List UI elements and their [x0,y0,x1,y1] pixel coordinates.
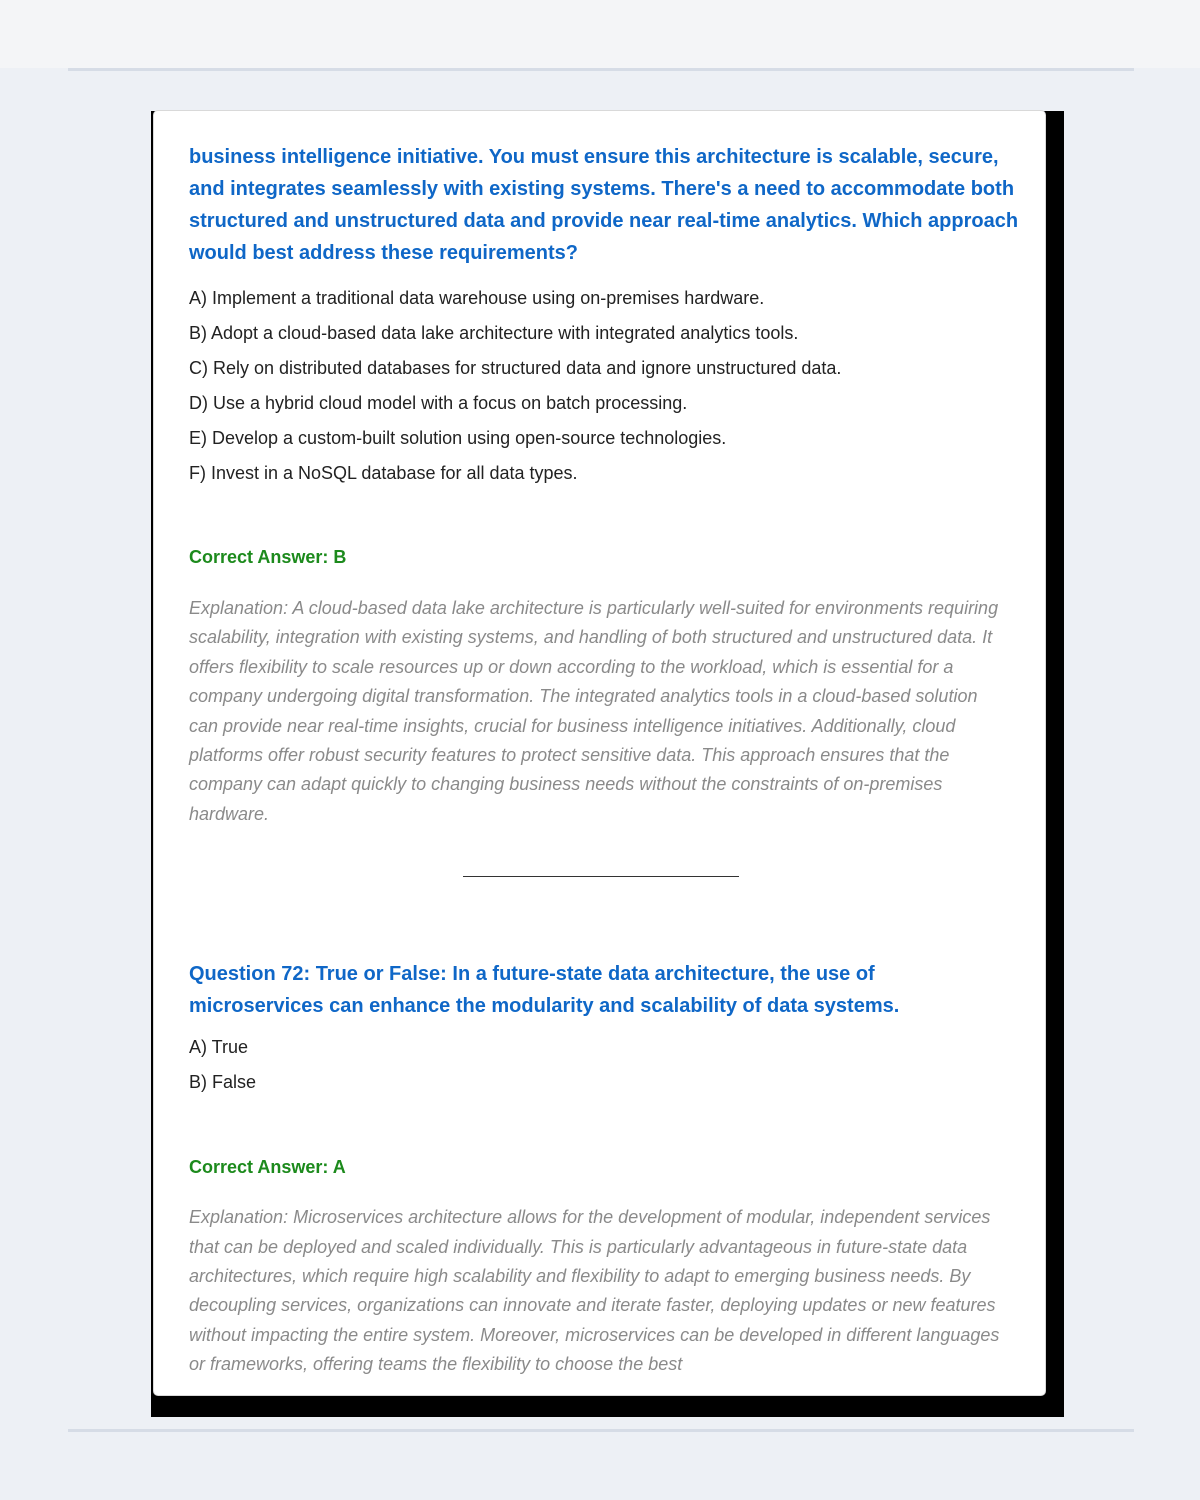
option-true: A) True [189,1037,249,1058]
question-71-explanation: Explanation: A cloud-based data lake architecture is particularly well-suited for environments requiring scalability, integration with existing systems, and handling of both structured and unstructured data. It offers flexibility to scale resources up or down according to the workload, which is essential for a company undergoing digital transformation. The integrated analytics tools in a cloud-based solution can provide near real-time insights, crucial for business intelligence initiatives. Additionally, cloud platforms offer robust security features to protect sensitive data. This approach ensures that the company can adapt quickly to changing business needs without the constraints of on-premises hardware. [189,598,999,824]
question-71-correct-answer: Correct Answer: B [189,547,347,567]
viewer-top-band [0,0,1200,68]
question-71 [189,141,1029,829]
question-72 [189,958,1029,1379]
question-72-explanation: Explanation: Microservices architecture allows for the development of modular, independent services that can be deployed and scaled individually. This is particularly advantageous in future-state data architectures, which require high scalability and flexibility to adapt to emerging business needs. By decoupling services, organizations can innovate and iterate faster, deploying updates or new features without impacting the entire system. Moreover, microservices can be developed in different languages or frameworks, offering teams the flexibility to choose the best [189,1207,1000,1375]
page-content [189,141,1029,1380]
option-d: D) Use a hybrid cloud model with a focus on batch processing. [189,393,688,413]
question-72-correct-answer: Correct Answer: A [189,1157,346,1178]
option-f: F) Invest in a NoSQL database for all data types. [189,463,578,483]
question-72-options [189,1030,1029,1100]
option-e: E) Develop a custom-built solution using open-source technologies. [189,428,727,448]
option-a: A) Implement a traditional data warehouse using on-premises hardware. [189,288,765,308]
top-divider [68,68,1134,71]
document-page [153,110,1046,1396]
question-71-options [189,281,1029,491]
question-71-text: business intelligence initiative. You must ensure this architecture is scalable, secure, and integrates seamlessly with existing systems. There's a need to accommodate both structured and unstructured data and provide near real-time analytics. Which approach would best address these requirements? [189,146,1019,264]
section-separator [463,876,739,877]
question-72-text: Question 72: True or False: In a future-state data architecture, the use of microservices can enhance the modularity and scalability of data systems. [189,963,900,1018]
bottom-divider [68,1429,1134,1432]
option-b: B) Adopt a cloud-based data lake architecture with integrated analytics tools. [189,323,799,343]
option-false: B) False [189,1072,257,1093]
option-c: C) Rely on distributed databases for structured data and ignore unstructured data. [189,358,842,378]
